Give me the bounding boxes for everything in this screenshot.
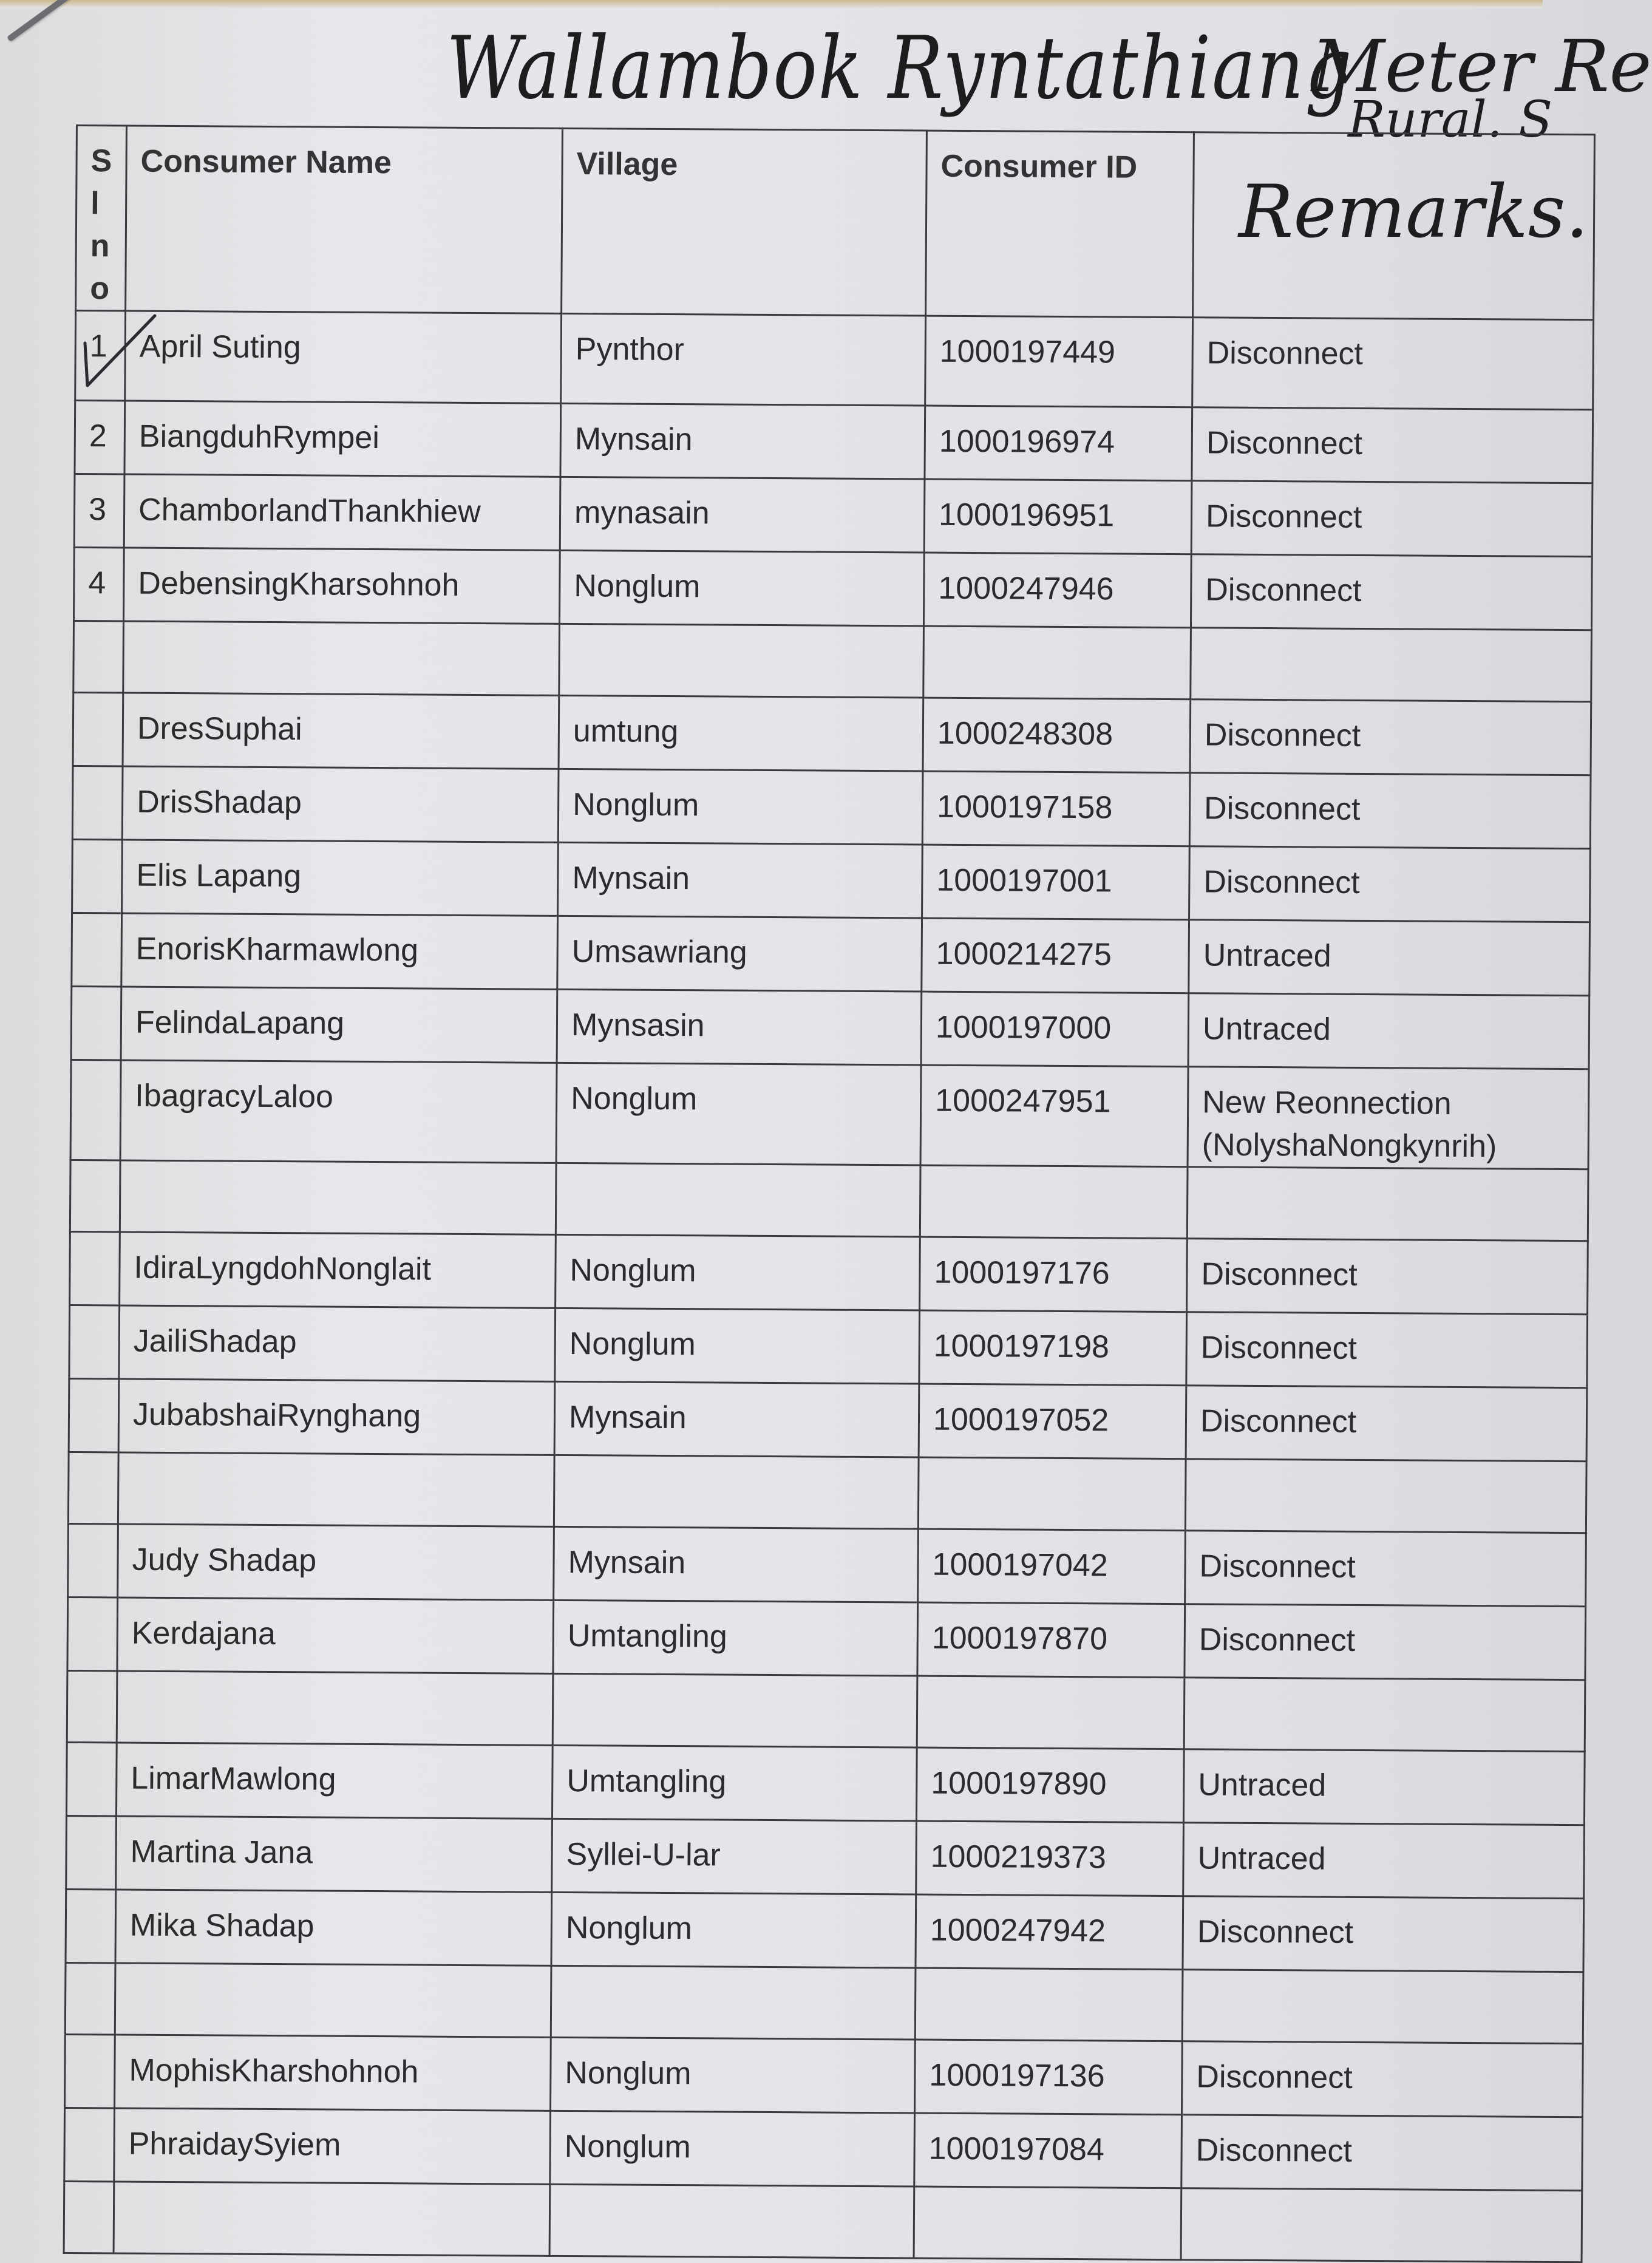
remark-cell: Disconnect [1181,2115,1583,2191]
consumer-id-cell: 1000247946 [923,553,1191,628]
empty-cell [554,1455,919,1529]
consumer-id-cell: 1000197042 [918,1529,1186,1604]
header-sl-letter: l [90,186,100,222]
consumer-name-cell: Martina Jana [116,1816,552,1892]
remark-cell: Disconnect [1189,846,1591,922]
consumer-id-cell: 1000247942 [916,1894,1183,1970]
village-cell: Nonglum [559,550,924,626]
header-sl-letter: n [90,228,110,264]
consumer-id-cell: 1000197001 [922,845,1190,920]
empty-cell [117,1671,553,1745]
table-row [66,1816,1585,1898]
remark-cell [1188,1067,1589,1169]
village-cell: Nonglum [558,769,923,845]
table-row [67,1597,1586,1679]
table-body [64,311,1593,2262]
empty-cell [67,1670,117,1742]
empty-cell [1191,628,1592,702]
table-row-blank [70,1160,1588,1240]
consumer-name-cell: Elis Lapang [122,840,559,916]
village-cell: Nonglum [550,2111,915,2186]
consumer-name-cell: DebensingKharsohnoh [124,548,560,624]
consumer-id-cell: 1000197198 [919,1310,1187,1386]
serial-number-cell [65,2034,115,2108]
empty-cell [551,1965,916,2040]
remark-cell: Disconnect [1192,407,1593,483]
table-row [69,1378,1587,1461]
empty-cell [914,2186,1181,2260]
table-row [73,692,1591,775]
empty-cell [915,1968,1183,2041]
empty-cell [73,621,124,692]
empty-cell [1184,1678,1585,1752]
serial-number-cell [72,766,123,839]
village-cell: Mynsain [554,1526,919,1602]
village-cell: Mynsain [554,1381,919,1457]
consumer-table [63,124,1596,2263]
handwritten-subtitle-line2: Rural. S [1348,91,1553,149]
table-row [71,986,1589,1069]
table-row [72,839,1591,922]
village-cell: umtung [559,695,923,771]
table-row [66,1889,1584,1972]
serial-number-cell: 4 [74,547,124,621]
empty-cell [920,1165,1188,1239]
consumer-name-cell: Judy Shadap [118,1524,554,1600]
remark-cell: Disconnect [1189,773,1591,849]
header-sl-letter: o [90,271,110,307]
table-row-blank [67,1670,1585,1751]
village-cell: Mynsain [560,403,925,479]
table-row-blank [73,621,1592,701]
serial-number-cell: 3 [74,474,124,547]
table-row [72,766,1591,848]
village-cell: Mynsain [558,842,923,918]
table-row [64,2108,1583,2190]
empty-cell [917,1676,1185,1749]
header-consumer-name: Consumer Name [126,126,563,313]
village-cell: Umtangling [553,1600,918,1676]
handwritten-remarks-header: Remarks. [1239,170,1589,254]
consumer-name-cell: ChamborlandThankhiew [124,474,560,550]
serial-number-cell [69,1378,119,1452]
serial-number-cell [69,1305,120,1378]
consumer-id-cell: 1000197084 [914,2113,1182,2188]
remark-cell: Disconnect [1187,1239,1588,1315]
serial-number-cell: 2 [75,401,125,474]
empty-cell [559,624,924,698]
empty-cell [115,1963,551,2037]
empty-cell [1181,2188,1582,2262]
serial-number-cell: 1 [75,311,126,401]
empty-cell [68,1452,118,1523]
table-row [75,401,1593,483]
serial-number-cell [71,986,121,1060]
table-row-blank [65,1962,1583,2043]
consumer-id-cell: 1000214275 [922,918,1189,993]
consumer-name-cell: IdiraLyngdohNonglait [120,1232,556,1308]
remark-cell: Untraced [1183,1823,1585,1899]
remark-cell: Disconnect [1182,2041,1583,2117]
handwritten-title: Wallambok Ryntathiang [446,18,1353,118]
consumer-id-cell: 1000197449 [925,316,1193,407]
consumer-id-cell: 1000197000 [921,992,1189,1067]
empty-cell [1182,1970,1583,2044]
table-row [65,2034,1583,2117]
serial-number-cell [68,1523,118,1597]
serial-number-cell [66,1889,116,1962]
consumer-id-cell: 1000197890 [916,1747,1184,1823]
consumer-name-cell: DrisShadap [122,766,559,842]
serial-number-cell [73,692,123,766]
consumer-name-cell: FelindaLapang [121,987,557,1063]
table-row [74,547,1593,630]
consumer-name-cell: IbagracyLaloo [120,1060,557,1163]
table-row [70,1231,1588,1314]
remark-cell: Disconnect [1191,554,1592,630]
consumer-id-cell: 1000196951 [924,479,1192,554]
remark-cell: Disconnect [1190,699,1591,775]
empty-cell [923,626,1191,699]
handwritten-subtitle-line1: Meter Re [1311,24,1652,108]
consumer-name-cell: LimarMawlong [116,1743,552,1819]
remark-cell: Disconnect [1186,1386,1587,1462]
header-sl-letter: S [90,143,112,179]
village-cell: Syllei-U-lar [552,1819,917,1894]
checkmark-icon [79,310,164,389]
consumer-name-cell: Kerdajana [117,1598,554,1673]
consumer-id-cell: 1000197158 [922,771,1190,846]
paper-top-edge [0,0,1543,9]
remark-cell: Disconnect [1186,1312,1588,1388]
serial-number-cell [66,1816,117,1889]
consumer-id-cell: 1000196974 [925,406,1192,481]
consumer-id-cell: 1000197136 [915,2040,1183,2115]
empty-cell [65,1962,115,2034]
table-row-blank [68,1452,1586,1533]
consumer-name-cell: BiangduhRympei [124,401,561,477]
empty-cell [114,2182,550,2256]
empty-cell [64,2181,114,2253]
remark-cell: Untraced [1189,920,1590,996]
table-row [75,311,1594,410]
village-cell: Nonglum [556,1063,921,1165]
empty-cell [552,1673,917,1747]
consumer-name-cell: April Suting [125,311,562,403]
village-cell: Umtangling [552,1745,917,1821]
table-row [70,1060,1589,1169]
consumer-name-cell: DresSuphai [123,693,559,769]
village-cell: Nonglum [555,1308,920,1384]
serial-number-cell [70,1060,121,1160]
remark-cell: Disconnect [1185,1604,1586,1680]
village-cell: Mynsasin [557,989,922,1065]
village-cell: Pynthor [561,313,926,406]
village-cell: Nonglum [556,1234,920,1310]
empty-cell [123,621,560,695]
consumer-id-cell: 1000248308 [923,698,1191,773]
table-row [74,474,1593,556]
consumer-name-cell: EnorisKharmawlong [121,913,558,989]
empty-cell [1185,1459,1586,1533]
consumer-id-cell: 1000197052 [919,1384,1186,1459]
remark-line: (NolyshaNongkynrih) [1202,1127,1497,1165]
consumer-name-cell: PhraidaySyiem [114,2108,551,2184]
table-row-blank [64,2181,1582,2262]
remark-cell: Disconnect [1192,318,1594,410]
consumer-id-cell: 1000219373 [916,1821,1184,1896]
table-row [66,1742,1585,1825]
table-row [68,1523,1586,1606]
empty-cell [1187,1167,1588,1241]
serial-number-cell [64,2108,115,2181]
header-village: Village [562,128,927,316]
serial-number-cell [66,1742,117,1816]
village-cell: Nonglum [551,2037,916,2113]
serial-number-cell [72,913,122,986]
header-sl-no [76,126,127,311]
table-row [69,1305,1588,1387]
serial-number-cell [70,1231,120,1305]
consumer-name-cell: Mika Shadap [115,1890,552,1965]
serial-number-cell [67,1597,118,1670]
consumer-id-cell: 1000197870 [917,1602,1185,1678]
remark-cell: Disconnect [1191,481,1593,557]
consumer-name-cell: JubabshaiRynghang [118,1379,555,1455]
remark-cell: Untraced [1183,1749,1585,1825]
table-row [72,913,1590,995]
consumer-name-cell: MophisKharshohnoh [115,2035,551,2111]
remark-cell: Untraced [1188,993,1589,1069]
empty-cell [556,1163,920,1237]
empty-cell [918,1457,1186,1531]
header-consumer-id: Consumer ID [926,131,1194,318]
remark-cell: Disconnect [1183,1896,1584,1972]
empty-cell [120,1160,556,1234]
empty-cell [118,1452,554,1526]
consumer-id-cell: 1000197176 [920,1237,1188,1312]
empty-cell [70,1160,120,1231]
empty-cell [549,2184,914,2258]
remark-line: New Reonnection [1202,1084,1452,1121]
village-cell: Umsawriang [557,916,922,992]
consumer-id-cell: 1000247951 [920,1065,1188,1167]
remark-cell: Disconnect [1185,1531,1586,1607]
village-cell: Nonglum [551,1892,916,1968]
serial-number-cell [72,839,123,913]
village-cell: mynasain [560,477,925,553]
consumer-name-cell: JailiShadap [119,1305,556,1381]
